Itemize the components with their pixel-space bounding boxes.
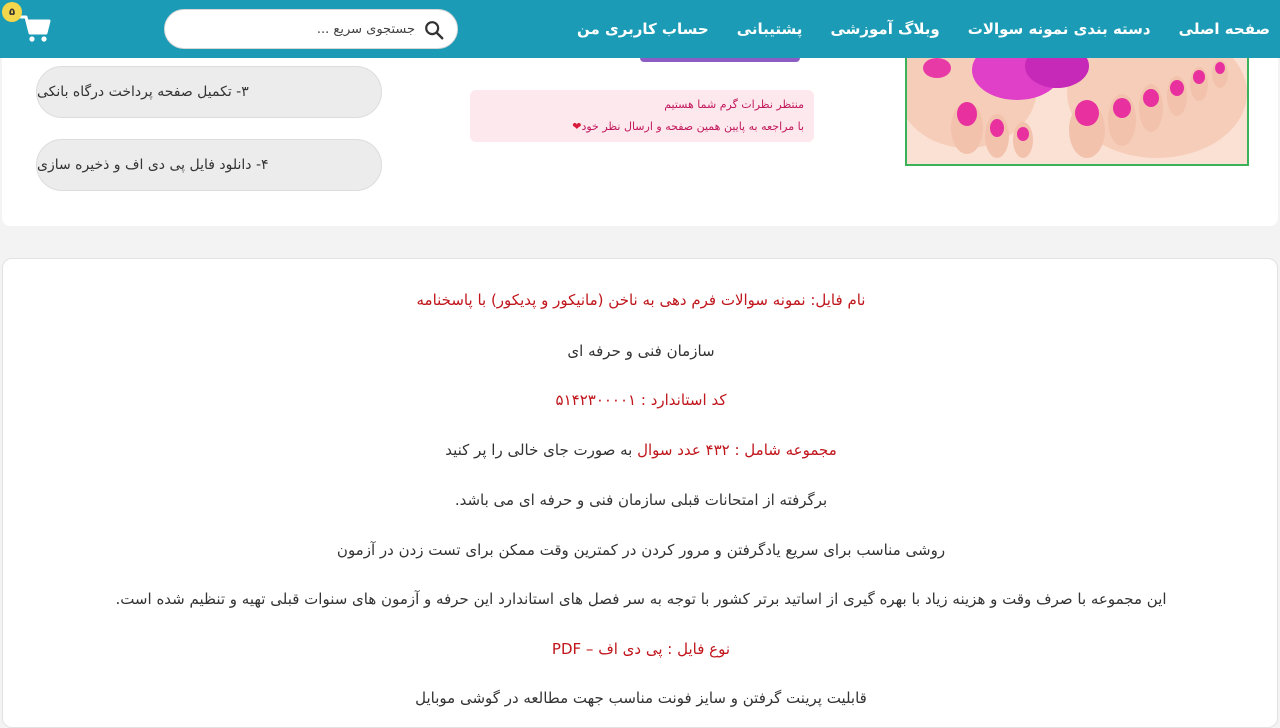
nav-categories[interactable]: دسته بندی نمونه سوالات	[967, 20, 1151, 38]
question-count-label: مجموعه شامل : ۴۳۲ عدد سوال	[637, 441, 837, 459]
source-text: برگرفته از امتحانات قبلی سازمان فنی و حرفه ای می باشد.	[454, 491, 828, 509]
note-line-2	[480, 116, 804, 138]
main-nav	[549, 0, 1270, 58]
comment-invite-note	[470, 90, 814, 142]
about-text: این مجموعه با صرف وقت و هزینه زیاد با بهره گیری از اساتید برتر کشور با توجه به سر فصل های استاندارد این حرفه و آزمون های سنوات قبلی تهیه و تنظیم شده است.	[115, 590, 1167, 608]
pedicure-illustration	[907, 58, 1247, 166]
standard-code: کد استاندارد : ۵۱۴۲۳۰۰۰۰۱	[555, 391, 727, 409]
search-input[interactable]	[175, 22, 415, 37]
purchase-button-edge[interactable]	[640, 58, 800, 62]
nav-home[interactable]: صفحه اصلی	[1178, 20, 1270, 38]
cart-icon[interactable]	[18, 12, 52, 44]
cart-count-badge: ۵	[2, 2, 22, 22]
heart-icon: ❤	[572, 120, 582, 133]
question-count-rest: به صورت جای خالی را پر کنید	[445, 441, 638, 459]
product-description-card	[2, 258, 1278, 728]
nav-support[interactable]: پشتیبانی	[736, 20, 803, 38]
nav-blog[interactable]: وبلاگ آموزشی	[830, 20, 940, 38]
file-name: نام فایل: نمونه سوالات فرم دهی به ناخن (مانیکور و پدیکور) با پاسخنامه	[416, 291, 866, 309]
file-type: نوع فایل : پی دی اف – PDF	[551, 640, 731, 658]
note-line-2-text: با مراجعه به پایین همین صفحه و ارسال نظر خود	[581, 120, 804, 133]
step-4-label: ۴- دانلود فایل پی دی اف و ذخیره سازی	[37, 157, 269, 173]
organization: سازمان فنی و حرفه ای	[567, 342, 715, 360]
step-3-label: ۳- تکمیل صفحه پرداخت درگاه بانکی	[37, 84, 249, 100]
question-count	[3, 441, 1279, 459]
search-box	[164, 9, 458, 49]
step-3-box	[36, 66, 382, 118]
method-text: روشی مناسب برای سریع یادگرفتن و مرور کردن در کمترین وقت ممکن برای تست زدن در آزمون	[336, 541, 946, 559]
print-feature: قابلیت پرینت گرفتن و سایز فونت مناسب جهت مطالعه در گوشی موبایل	[415, 689, 867, 707]
note-line-1: منتظر نظرات گرم شما هستیم	[664, 98, 804, 111]
search-icon[interactable]	[423, 19, 445, 41]
step-4-box	[36, 139, 382, 191]
product-image	[905, 58, 1249, 166]
top-navigation-bar	[0, 0, 1280, 58]
nav-my-account[interactable]: حساب کاربری من	[577, 20, 709, 38]
